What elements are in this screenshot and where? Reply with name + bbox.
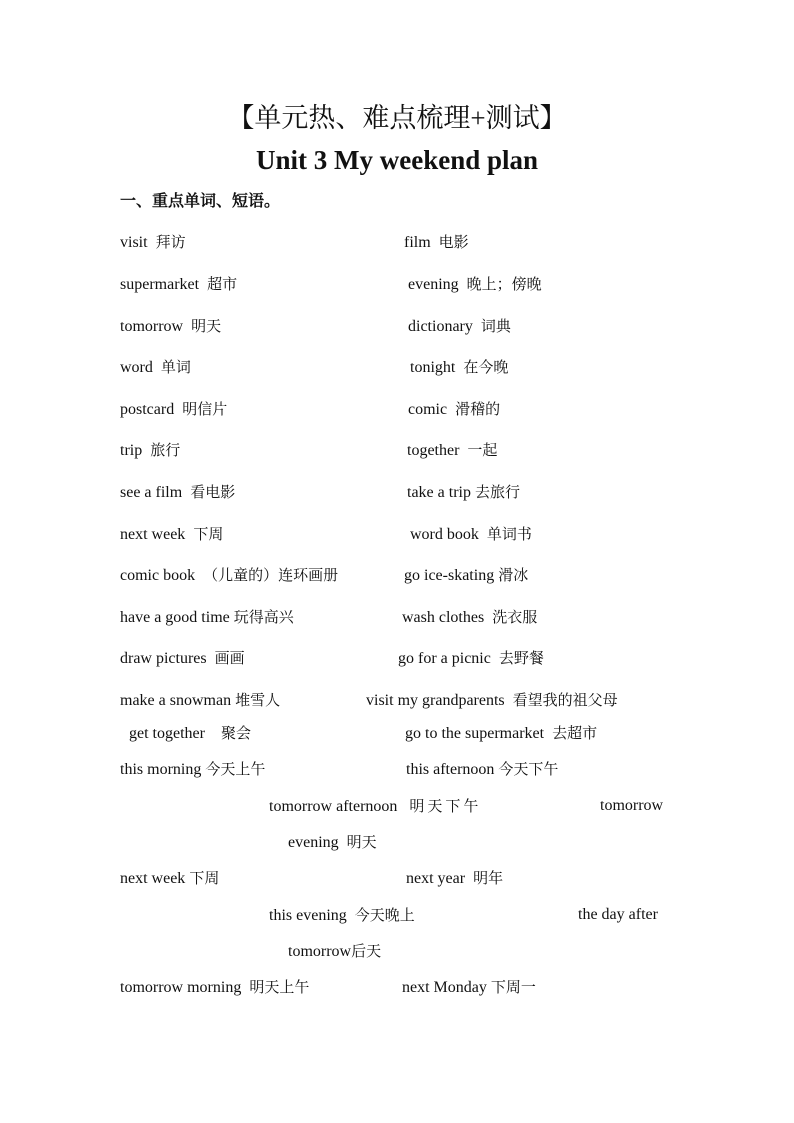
vocab-item: wash clothes 洗衣服 [402,608,538,626]
vocab-item: go to the supermarket 去超市 [405,724,598,742]
vocab-item: go for a picnic 去野餐 [398,649,544,667]
vocab-item: next Monday 下周一 [402,978,536,996]
vocab-item: see a film 看电影 [120,483,236,501]
vocab-item: dictionary 词典 [408,317,511,335]
vocab-item: postcard 明信片 [120,400,228,418]
vocab-item: tomorrow后天 [288,942,382,960]
vocab-item: tomorrow 明天 [120,317,222,335]
vocab-item: visit my grandparents 看望我的祖父母 [366,691,618,709]
vocab-item: tomorrow [600,797,664,814]
vocab-item: visit 拜访 [120,233,186,251]
unit-title: Unit 3 My weekend plan [255,145,539,175]
section-heading: 一、重点单词、短语。 [120,191,281,210]
vocab-item: next year 明年 [406,869,504,887]
vocab-item: tomorrow morning 明天上午 [120,978,310,996]
page-title: 【单元热、难点梳理+测试】 [227,103,567,133]
vocab-item: go ice-skating 滑冰 [404,566,529,584]
vocab-item: word book 单词书 [410,525,532,543]
vocab-item: this evening 今天晚上 [269,906,415,924]
vocab-item: comic 滑稽的 [408,400,501,418]
vocab-item: next week 下周 [120,869,220,887]
vocab-item: comic book （儿童的）连环画册 [120,566,339,584]
vocab-item: get together 聚会 [129,724,251,742]
vocab-item: draw pictures 画画 [120,649,245,667]
vocab-item: make a snowman 堆雪人 [120,691,281,709]
vocab-item: film 电影 [404,233,469,251]
vocab-item: trip 旅行 [120,441,181,459]
vocab-item: this afternoon 今天下午 [406,760,559,778]
vocab-item: take a trip 去旅行 [407,483,520,501]
vocab-item: together 一起 [407,441,498,459]
vocab-item: the day after [578,906,658,923]
vocab-item: next week 下周 [120,525,224,543]
vocab-item: evening 晚上；傍晚 [408,275,542,293]
vocab-item: word 单词 [120,358,191,376]
vocab-item: have a good time 玩得高兴 [120,608,294,626]
vocab-item: tonight 在今晚 [410,358,509,376]
vocab-item: evening 明天 [288,833,377,851]
vocab-item: supermarket 超市 [120,275,238,293]
vocab-item: this morning 今天上午 [120,760,266,778]
vocab-item: tomorrow afternoon 明天下午 [269,797,482,815]
